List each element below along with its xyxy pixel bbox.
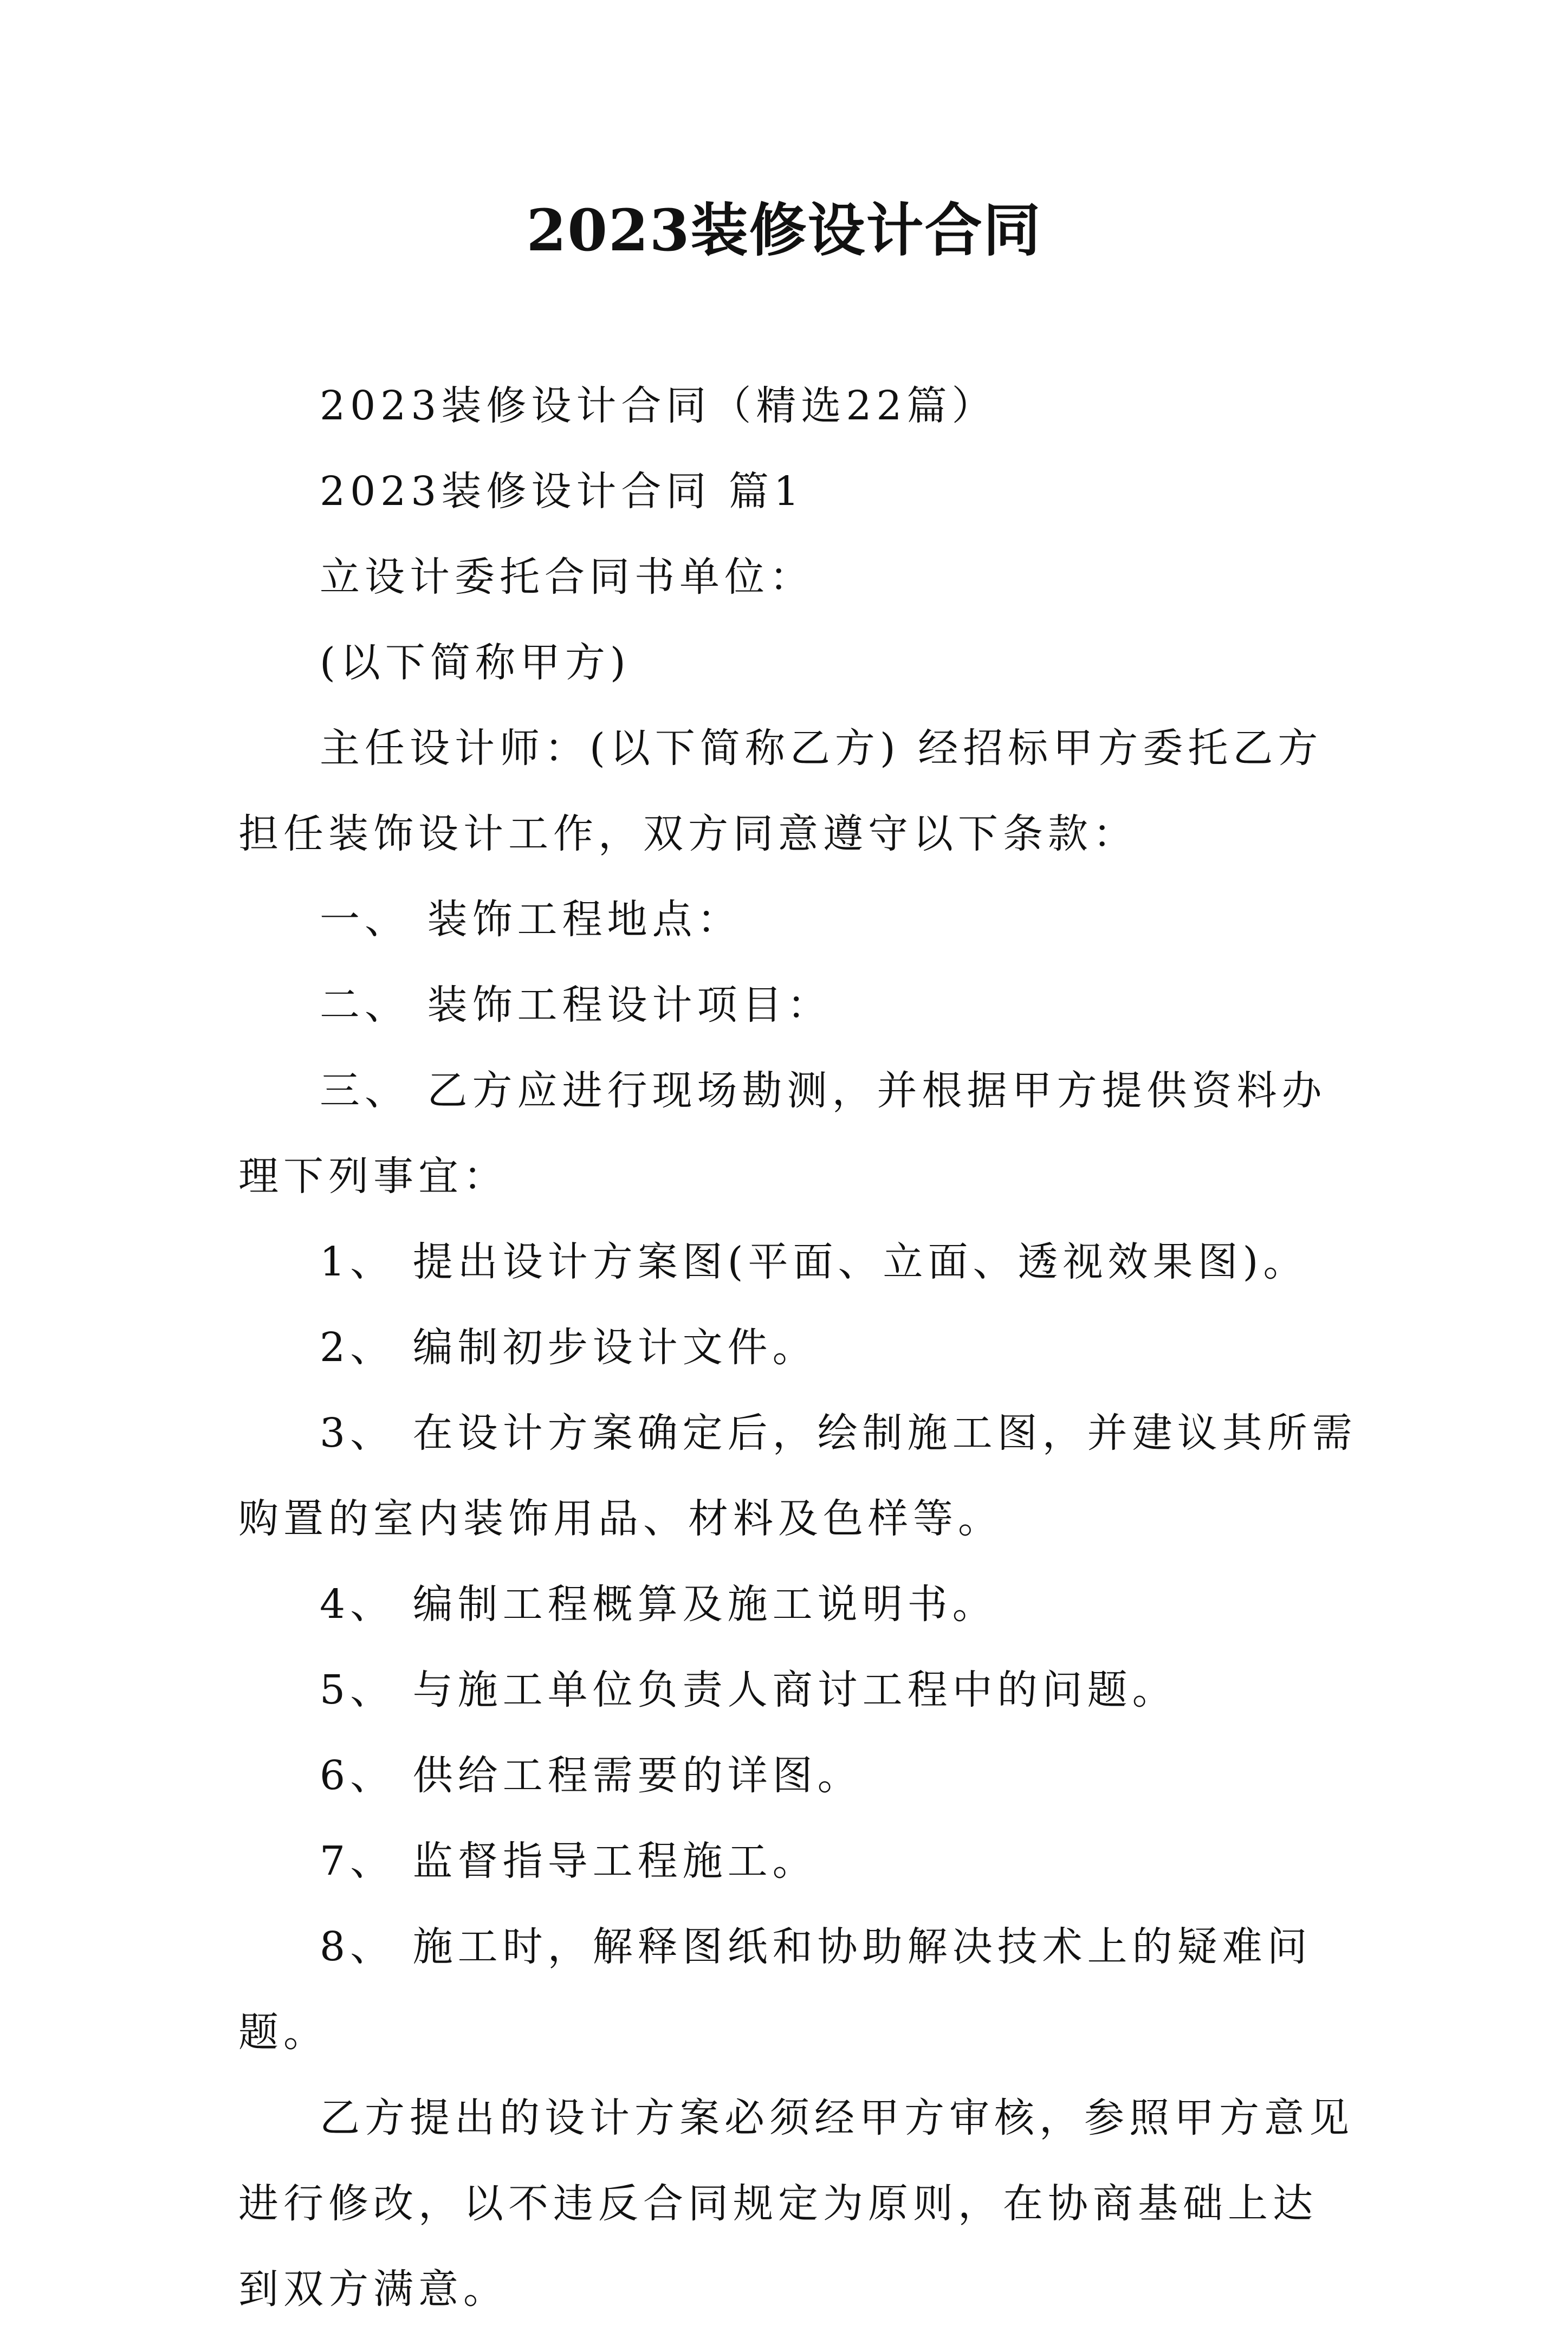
paragraph-party-b: 主任设计师：(以下简称乙方) 经招标甲方委托乙方担任装饰设计工作，双方同意遵守以下条款： xyxy=(238,725,1323,857)
paragraph-article-number: 2023装修设计合同 篇1 xyxy=(320,468,804,515)
paragraph-item-6: 6、 供给工程需要的详图。 xyxy=(320,1752,863,1799)
paragraph-review-clause: 乙方提出的设计方案必须经甲方审核，参照甲方意见进行修改，以不违反合同规定为原则，在协商基础上达到双方满意。 xyxy=(238,2095,1354,2312)
paragraph-party-a: (以下简称甲方) xyxy=(320,639,631,686)
paragraph-item-3: 3、 在设计方案确定后，绘制施工图，并建议其所需购置的室内装饰用品、材料及色样等。 xyxy=(238,1410,1357,1542)
paragraph-clause-1: 一、 装饰工程地点： xyxy=(320,896,742,943)
paragraph-clause-3: 三、 乙方应进行现场勘测，并根据甲方提供资料办理下列事宜： xyxy=(238,1067,1327,1200)
paragraph-heading-collection: 2023装修设计合同（精选22篇） xyxy=(320,383,997,429)
paragraph-item-7: 7、 监督指导工程施工。 xyxy=(320,1838,818,1884)
paragraph-item-5: 5、 与施工单位负责人商讨工程中的问题。 xyxy=(320,1667,1177,1713)
document-body xyxy=(238,363,1360,2332)
paragraph-item-8: 8、 施工时，解释图纸和协助解决技术上的疑难问题。 xyxy=(238,1923,1312,2056)
paragraph-item-2: 2、 编制初步设计文件。 xyxy=(320,1324,818,1371)
paragraph-contract-unit: 立设计委托合同书单位： xyxy=(320,554,814,600)
paragraph-item-4: 4、 编制工程概算及施工说明书。 xyxy=(320,1581,997,1628)
paragraph-item-1: 1、 提出设计方案图(平面、立面、透视效果图)。 xyxy=(320,1239,1308,1285)
paragraph-clause-2: 二、 装饰工程设计项目： xyxy=(320,982,832,1028)
document-title: 2023装修设计合同 xyxy=(526,196,1042,264)
